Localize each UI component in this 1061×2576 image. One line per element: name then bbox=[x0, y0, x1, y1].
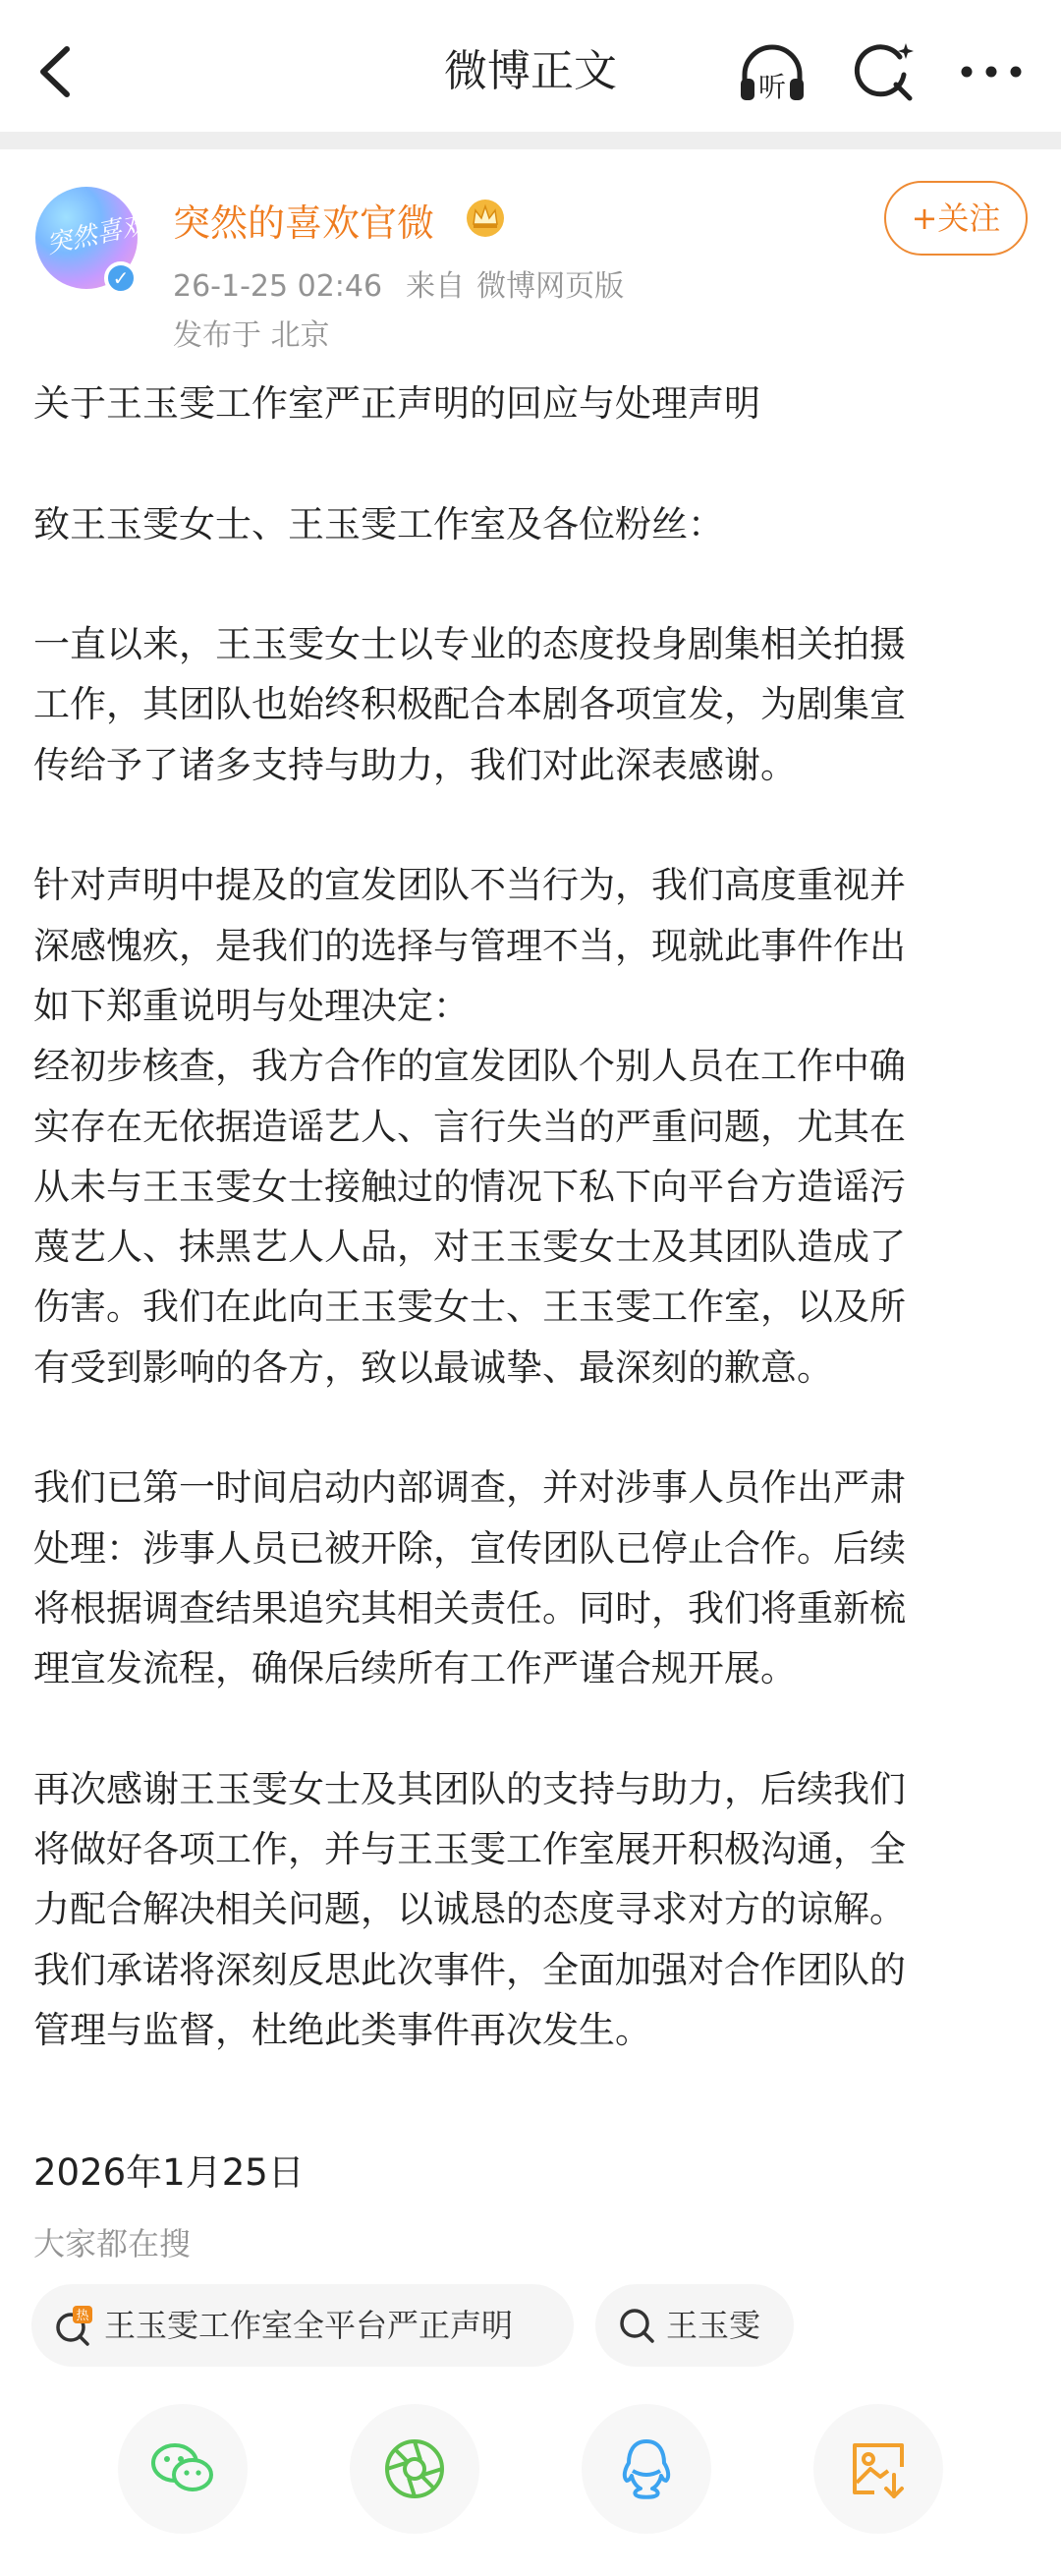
post-text-line: 关于王玉雯工作室严正声明的回应与处理声明 bbox=[33, 382, 760, 425]
post-text-line: 伤害。我们在此向王玉雯女士、王玉雯工作室，以及所 bbox=[33, 1286, 906, 1329]
search-icon bbox=[615, 2304, 658, 2347]
moments-icon bbox=[381, 2435, 448, 2502]
post-text-line: 处理：涉事人员已被开除，宣传团队已停止合作。后续 bbox=[33, 1526, 906, 1570]
post-text-line: 如下郑重说明与处理决定： bbox=[33, 984, 470, 1027]
trending-chip-label: 王玉雯工作室全平台严正声明 bbox=[104, 2307, 514, 2344]
vip-crown-icon bbox=[462, 195, 509, 238]
trending-chip[interactable] bbox=[31, 2284, 574, 2367]
post-text-line: 致王玉雯女士、王玉雯工作室及各位粉丝： bbox=[33, 502, 724, 545]
post-text-line: 再次感谢王玉雯女士及其团队的支持与助力，后续我们 bbox=[33, 1767, 906, 1810]
source-prefix: 来自 bbox=[406, 269, 466, 304]
post-text-line: 实存在无依据造谣艺人、言行失当的严重问题，尤其在 bbox=[33, 1105, 906, 1148]
trending-chip-label: 王玉雯 bbox=[666, 2307, 761, 2344]
post-text-line: 有受到影响的各方，致以最诚挚、最深刻的歉意。 bbox=[33, 1345, 833, 1389]
listen-button[interactable] bbox=[735, 35, 810, 110]
listen-glyph: 听 bbox=[757, 71, 787, 103]
post-location: 发布于 北京 bbox=[173, 318, 330, 353]
post-body bbox=[33, 373, 1028, 2060]
post-text-line: 将根据调查结果追究其相关责任。同时，我们将重新梳 bbox=[33, 1586, 906, 1630]
hot-mark: 热 bbox=[76, 2309, 89, 2323]
wechat-icon bbox=[149, 2435, 216, 2502]
post-text-line: 针对声明中提及的宣发团队不当行为，我们高度重视并 bbox=[33, 864, 906, 907]
post-timestamp: 26-1-25 02:46 bbox=[173, 269, 383, 304]
author-name[interactable]: 突然的喜欢官微 bbox=[173, 201, 435, 245]
verified-badge-icon: ✓ bbox=[104, 261, 138, 295]
more-dots-icon bbox=[953, 37, 1030, 106]
post-text-line: 将做好各项工作，并与王玉雯工作室展开积极沟通，全 bbox=[33, 1828, 906, 1871]
headphones-icon bbox=[735, 35, 810, 110]
back-arrow-icon bbox=[28, 35, 86, 108]
trending-chip[interactable] bbox=[595, 2284, 794, 2367]
qq-icon bbox=[613, 2435, 680, 2502]
search-button[interactable] bbox=[849, 37, 918, 106]
top-navigation-bar bbox=[0, 0, 1061, 132]
share-moments-button[interactable] bbox=[350, 2404, 479, 2534]
post-text-line: 经初步核查，我方合作的宣发团队个别人员在工作中确 bbox=[33, 1045, 906, 1088]
post-text-line: 蔑艺人、抹黑艺人人品，对王玉雯女士及其团队造成了 bbox=[33, 1226, 906, 1269]
header-divider bbox=[0, 132, 1061, 149]
back-button[interactable] bbox=[28, 35, 86, 108]
post-text-line: 力配合解决相关问题，以诚恳的态度寻求对方的谅解。 bbox=[33, 1888, 906, 1931]
save-image-icon bbox=[845, 2435, 912, 2502]
post-text-line: 我们承诺将深刻反思此次事件，全面加强对合作团队的 bbox=[33, 1948, 906, 1991]
post-text-line: 一直以来，王玉雯女士以专业的态度投身剧集相关拍摄 bbox=[33, 623, 906, 666]
post-date: 2026年1月25日 bbox=[33, 2151, 305, 2194]
share-wechat-button[interactable] bbox=[118, 2404, 248, 2534]
post-text-line: 工作，其团队也始终积极配合本剧各项宣发，为剧集宣 bbox=[33, 683, 906, 726]
avatar-logo-text: 突然喜欢 bbox=[43, 209, 150, 260]
save-image-button[interactable] bbox=[813, 2404, 943, 2534]
post-source: 微博网页版 bbox=[476, 269, 625, 304]
search-icon bbox=[849, 37, 918, 106]
post-text-line: 从未与王玉雯女士接触过的情况下私下向平台方造谣污 bbox=[33, 1165, 906, 1208]
follow-button[interactable]: +关注 bbox=[884, 181, 1028, 256]
post-text-line: 传给予了诸多支持与助力，我们对此深表感谢。 bbox=[33, 743, 797, 786]
post-text-line: 理宣发流程，确保后续所有工作严谨合规开展。 bbox=[33, 1647, 797, 1690]
post-text-line: 深感愧疚，是我们的选择与管理不当，现就此事件作出 bbox=[33, 924, 906, 967]
trending-label: 大家都在搜 bbox=[33, 2225, 192, 2262]
share-qq-button[interactable] bbox=[582, 2404, 711, 2534]
page-title: 微博正文 bbox=[444, 46, 617, 96]
hot-search-icon bbox=[51, 2304, 94, 2347]
post-text-line: 我们已第一时间启动内部调查，并对涉事人员作出严肃 bbox=[33, 1466, 906, 1510]
more-options-button[interactable] bbox=[953, 37, 1030, 106]
post-text-line: 管理与监督，杜绝此类事件再次发生。 bbox=[33, 2009, 651, 2052]
post-meta bbox=[173, 261, 647, 305]
